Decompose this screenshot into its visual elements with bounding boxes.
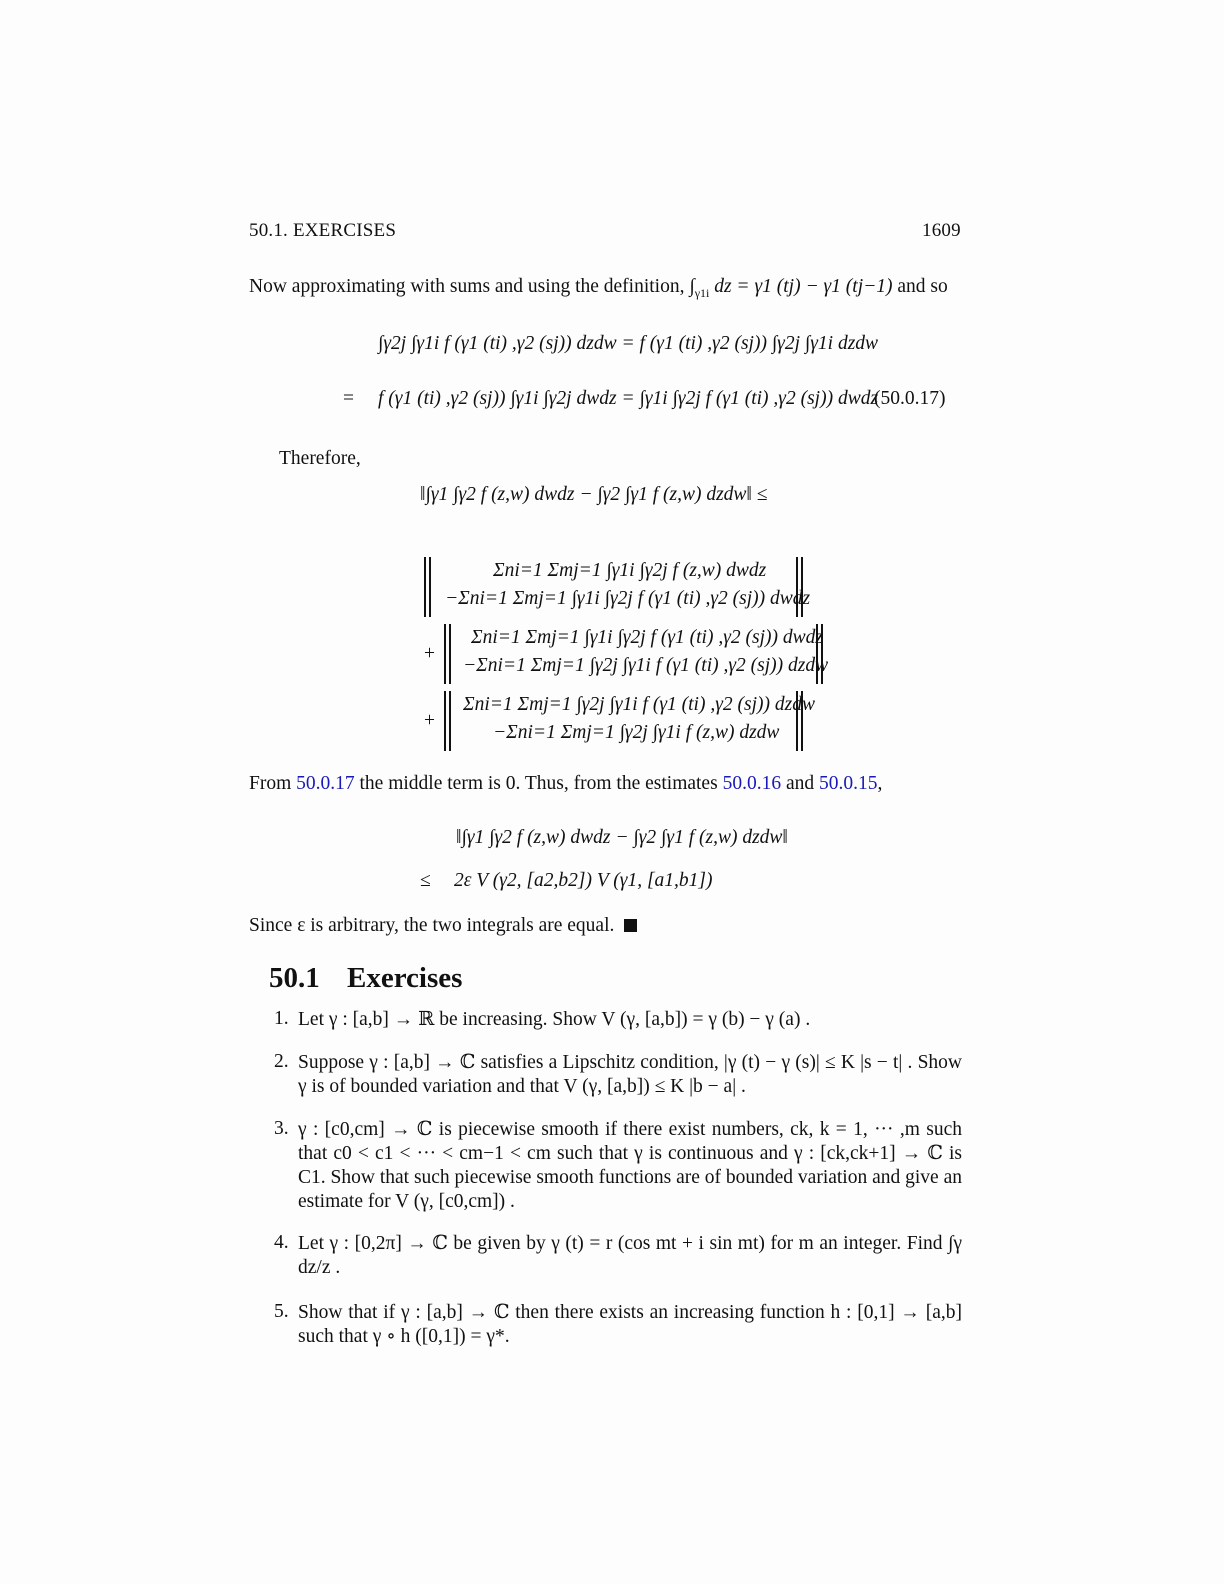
exercise-number: 3.	[274, 1118, 289, 1139]
exercise-text: Let γ : [0,2π] → ℂ be given by γ (t) = r (cos mt + i sin mt) for m an integer. Find ∫γ dz/z .	[298, 1233, 962, 1278]
final-estimate-lhs: ‖∫γ1 ∫γ2 f (z,w) dwdz − ∫γ2 ∫γ1 f (z,w) dzdw‖	[456, 827, 788, 848]
norm-bar-left-1	[424, 557, 431, 617]
block-row-1a: Σni=1 Σmj=1 ∫γ1i ∫γ2j f (z,w) dwdz	[493, 560, 767, 581]
exercise-text: Show that if γ : [a,b] → ℂ then there exists an increasing function h : [0,1] → [a,b] such that γ ∘ h ([0,1]) = γ*.	[298, 1302, 962, 1347]
exercise-number: 4.	[274, 1232, 289, 1253]
running-header-section: 50.1. EXERCISES	[249, 220, 397, 241]
inline-equation: dz = γ1 (tj) − γ1 (tj−1)	[709, 276, 893, 297]
paragraph-tail-text: and so	[892, 276, 948, 297]
integral-subscript: γ1i	[694, 285, 710, 300]
section-title: Exercises	[347, 962, 463, 994]
equation-ref-link-50-0-16[interactable]: 50.0.16	[722, 773, 782, 794]
exercise-text: γ : [c0,cm] → ℂ is piecewise smooth if there exist numbers, ck, k = 1, ··· ,m such that c0 < c1 < ··· < cm−1 < cm such that γ is continuous and γ : [ck,ck+1] → ℂ is C1. Show that such piecewise smooth functions are of bounded variation and give an estimate for V (γ, [c0,cm]) .	[298, 1119, 962, 1212]
paragraph-lead-text: Now approximating with sums and using the definition, ∫	[249, 276, 695, 297]
para2-text-1: From	[249, 773, 297, 794]
final-estimate-rhs: 2ε V (γ2, [a2,b2]) V (γ1, [a1,b1])	[454, 870, 713, 891]
plus-sign-2: +	[424, 710, 435, 731]
equation-ref-link-50-0-15[interactable]: 50.0.15	[818, 773, 878, 794]
exercise-text: Suppose γ : [a,b] → ℂ satisfies a Lipschitz condition, |γ (t) − γ (s)| ≤ K |s − t| . Show γ is of bounded variation and that V (γ, [a,b]) ≤ K |b − a| .	[298, 1052, 962, 1097]
paragraph-from-estimates	[249, 772, 882, 796]
therefore-text: Therefore,	[279, 448, 361, 469]
para2-text-4: ,	[877, 773, 883, 794]
final-estimate-relation: ≤	[420, 870, 431, 891]
exercise-number: 5.	[274, 1301, 289, 1322]
equation-ref-link-50-0-17[interactable]: 50.0.17	[296, 773, 355, 794]
section-number: 50.1	[269, 962, 320, 994]
qed-square-icon	[624, 919, 637, 932]
equation-line-2: f (γ1 (ti) ,γ2 (sj)) ∫γ1i ∫γ2j dwdz = ∫γ1i ∫γ2j f (γ1 (ti) ,γ2 (sj)) dwdz	[378, 388, 879, 409]
norm-bar-left-2	[444, 624, 451, 684]
block-row-3a: Σni=1 Σmj=1 ∫γ2j ∫γ1i f (γ1 (ti) ,γ2 (sj)) dzdw	[463, 694, 815, 715]
conclusion-text: Since ε is arbitrary, the two integrals are equal.	[249, 915, 615, 936]
block-row-1b: −Σni=1 Σmj=1 ∫γ1i ∫γ2j f (γ1 (ti) ,γ2 (sj)) dwdz	[445, 588, 811, 609]
equation-line-1: ∫γ2j ∫γ1i f (γ1 (ti) ,γ2 (sj)) dzdw = f (γ1 (ti) ,γ2 (sj)) ∫γ2j ∫γ1i dzdw	[378, 333, 879, 354]
exercise-number: 2.	[274, 1051, 289, 1072]
exercise-text: Let γ : [a,b] → ℝ be increasing. Show V (γ, [a,b]) = γ (b) − γ (a) .	[298, 1009, 811, 1030]
equation-tag: (50.0.17)	[874, 388, 946, 409]
paragraph-conclusion	[249, 914, 637, 938]
para2-text-2: the middle term is 0. Thus, from the estimates	[354, 773, 723, 794]
paragraph-approximating	[249, 275, 948, 305]
norm-inequality-lhs: ‖∫γ1 ∫γ2 f (z,w) dwdz − ∫γ2 ∫γ1 f (z,w) dzdw‖ ≤	[420, 484, 768, 505]
block-row-2b: −Σni=1 Σmj=1 ∫γ2j ∫γ1i f (γ1 (ti) ,γ2 (sj)) dzdw	[463, 655, 829, 676]
block-row-2a: Σni=1 Σmj=1 ∫γ1i ∫γ2j f (γ1 (ti) ,γ2 (sj)) dwdz	[471, 627, 823, 648]
norm-bar-left-3	[444, 691, 451, 751]
plus-sign-1: +	[424, 643, 435, 664]
block-row-3b: −Σni=1 Σmj=1 ∫γ2j ∫γ1i f (z,w) dzdw	[493, 722, 780, 743]
para2-text-3: and	[781, 773, 819, 794]
exercise-number: 1.	[274, 1008, 289, 1029]
page-number: 1609	[922, 220, 961, 241]
equation-relation-equals: =	[343, 388, 354, 409]
